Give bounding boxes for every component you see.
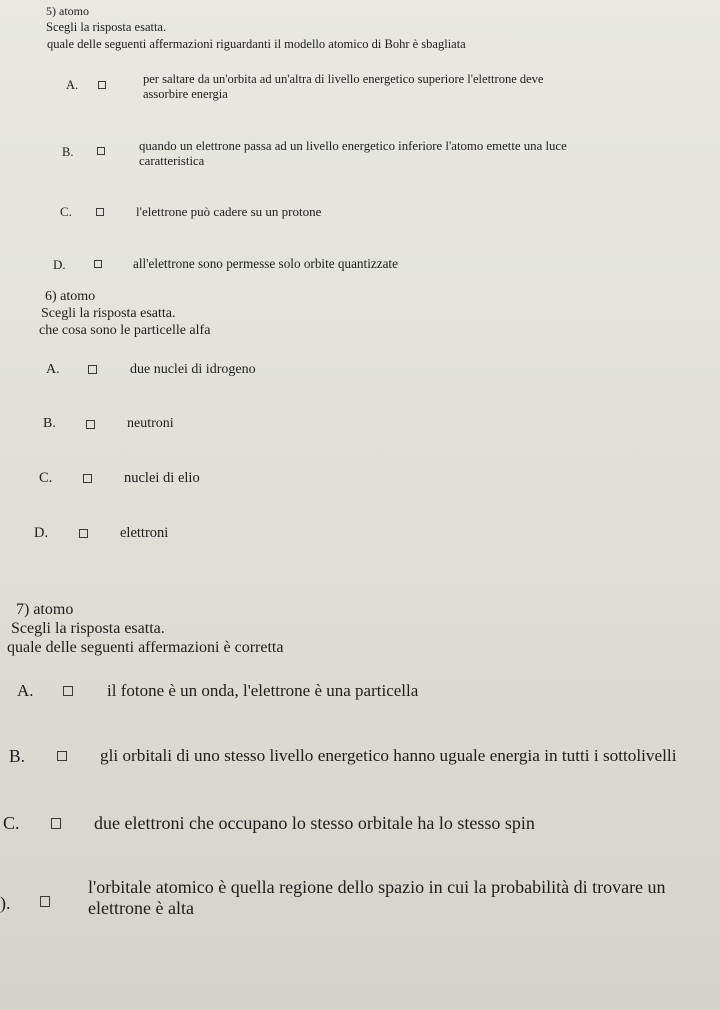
option-text: gli orbitali di uno stesso livello energetico hanno uguale energia in tutti i sottolivelli — [100, 746, 677, 765]
option-text: l'orbitale atomico è quella regione dello spazio in cui la probabilità di trovare un elettrone è alta — [88, 877, 666, 919]
answer-checkbox[interactable] — [97, 147, 105, 155]
option-text: all'elettrone sono permesse solo orbite quantizzate — [133, 256, 398, 271]
option-letter: A. — [66, 78, 79, 92]
option-text: quando un elettrone passa ad un livello energetico inferiore l'atomo emette una luce caratteristica — [139, 139, 567, 169]
option-letter: B. — [9, 746, 26, 766]
answer-checkbox[interactable] — [40, 896, 50, 907]
option-text: l'elettrone può cadere su un protone — [136, 204, 322, 219]
answer-checkbox[interactable] — [98, 81, 106, 89]
answer-checkbox[interactable] — [86, 420, 95, 429]
answer-checkbox[interactable] — [94, 260, 102, 268]
question-prompt: quale delle seguenti affermazioni è corretta — [7, 639, 284, 656]
question-title: 6) atomo — [45, 289, 96, 304]
option-letter: A. — [46, 362, 60, 377]
question-instruction: Scegli la risposta esatta. — [11, 620, 165, 637]
question-title: 7) atomo — [16, 601, 74, 618]
option-letter: D. — [34, 525, 49, 541]
option-text: due nuclei di idrogeno — [130, 362, 256, 377]
option-text: elettroni — [120, 525, 169, 541]
option-text: due elettroni che occupano lo stesso orbitale ha lo stesso spin — [94, 813, 535, 833]
option-text: neutroni — [127, 416, 174, 431]
question-instruction: Scegli la risposta esatta. — [41, 306, 176, 321]
answer-checkbox[interactable] — [88, 365, 97, 374]
answer-checkbox[interactable] — [96, 208, 104, 216]
option-letter: C. — [60, 204, 72, 219]
question-instruction: Scegli la risposta esatta. — [46, 20, 167, 34]
option-letter: A. — [17, 681, 34, 700]
answer-checkbox[interactable] — [51, 818, 61, 829]
option-text: nuclei di elio — [124, 470, 200, 486]
option-letter: B. — [43, 416, 56, 431]
question-prompt: che cosa sono le particelle alfa — [39, 323, 211, 338]
question-prompt: quale delle seguenti affermazioni riguardanti il modello atomico di Bohr è sbagliata — [47, 37, 466, 51]
option-letter: B. — [62, 145, 74, 159]
option-text: il fotone è un onda, l'elettrone è una particella — [107, 681, 419, 700]
option-letter: C. — [3, 813, 20, 833]
answer-checkbox[interactable] — [63, 686, 73, 696]
option-letter: C. — [39, 470, 53, 486]
answer-checkbox[interactable] — [57, 751, 67, 761]
answer-checkbox[interactable] — [83, 474, 92, 483]
option-letter: ). — [0, 893, 11, 913]
option-letter: D. — [53, 257, 66, 272]
answer-checkbox[interactable] — [79, 529, 88, 538]
option-text: per saltare da un'orbita ad un'altra di livello energetico superiore l'elettrone deve assorbire energia — [143, 72, 544, 101]
question-title: 5) atomo — [46, 4, 89, 18]
